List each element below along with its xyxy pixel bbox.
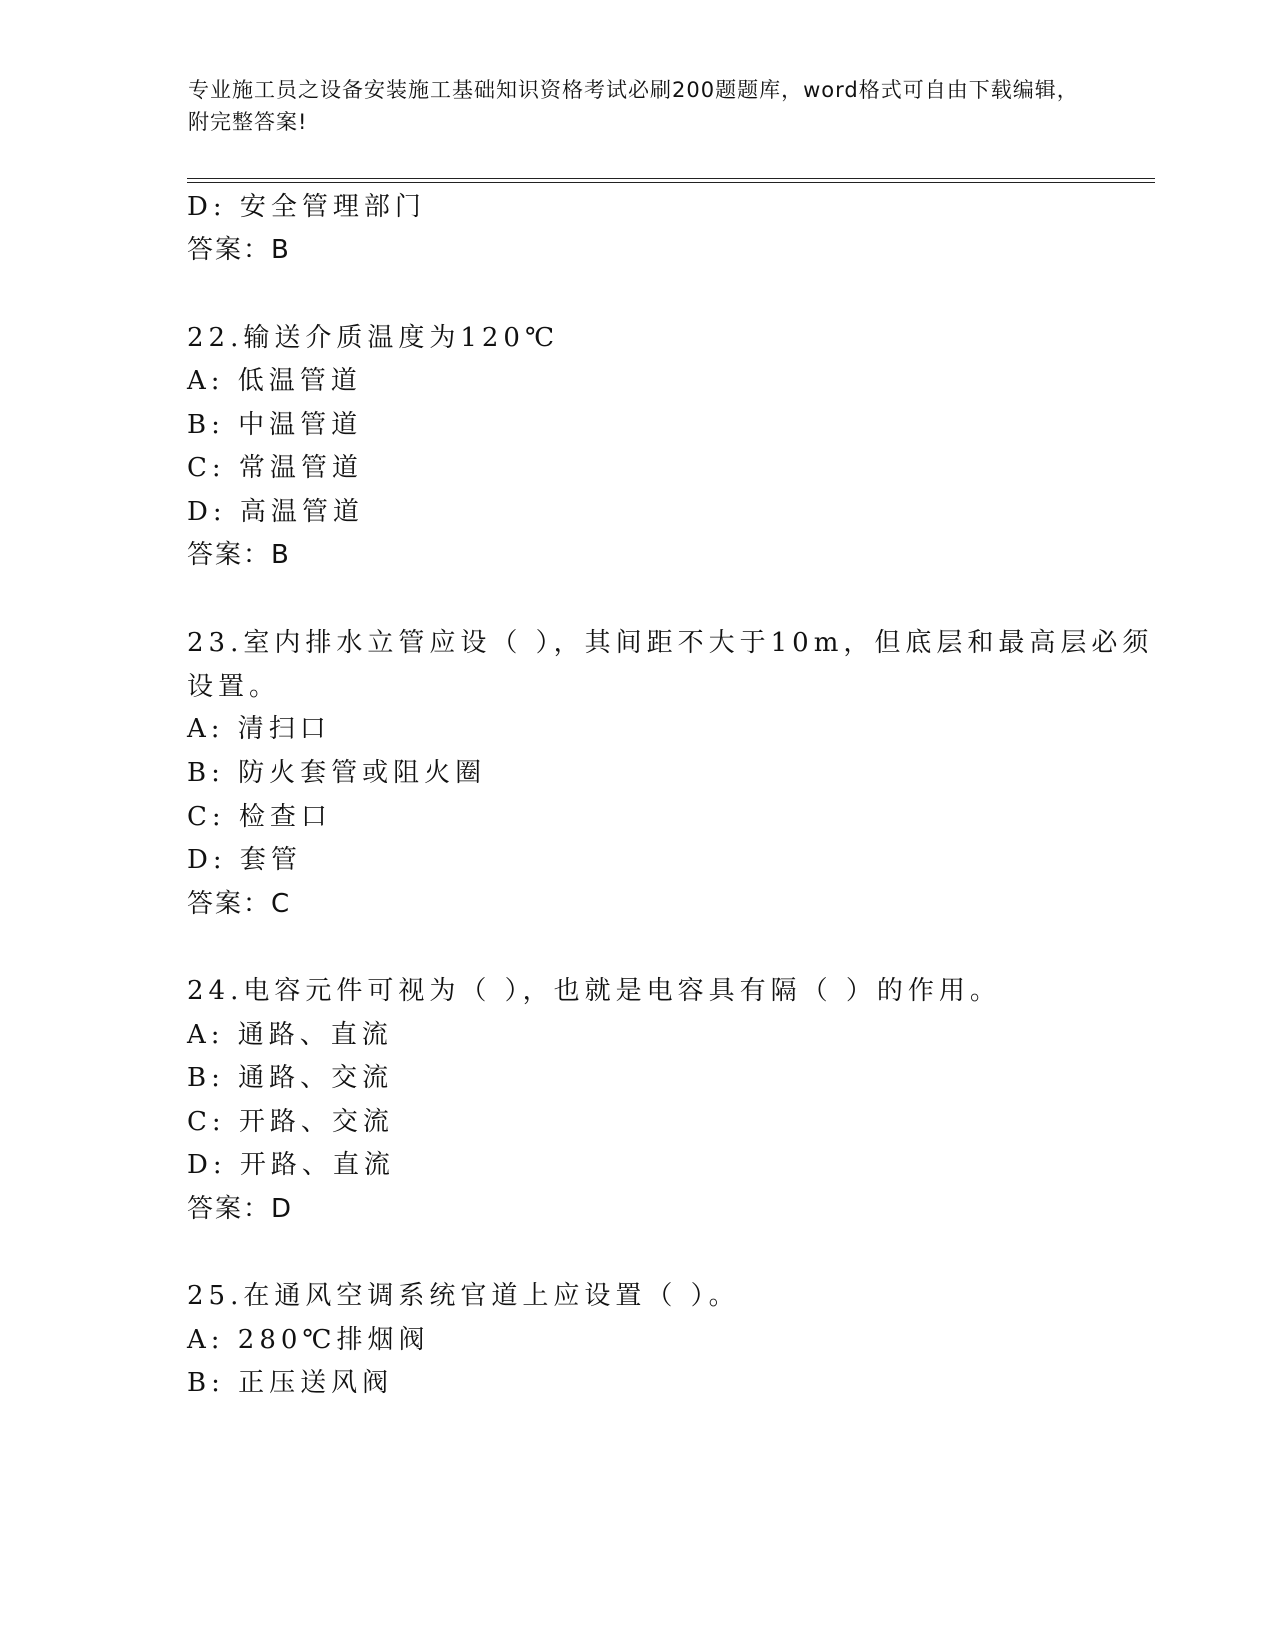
option-q23-c: C: 检查口 bbox=[187, 802, 332, 832]
option-q24-a: A: 通路、直流 bbox=[187, 1020, 393, 1050]
question-22-stem: 22.输送介质温度为120℃ bbox=[187, 323, 560, 353]
answer-q23: 答案：C bbox=[187, 889, 292, 919]
question-25-stem: 25.在通风空调系统官道上应设置（ ）。 bbox=[187, 1281, 740, 1311]
answer-q22: 答案：B bbox=[187, 540, 291, 570]
header-divider bbox=[187, 178, 1155, 183]
option-q25-b: B: 正压送风阀 bbox=[187, 1368, 394, 1398]
option-q24-d: D: 开路、直流 bbox=[187, 1150, 395, 1180]
option-q22-d: D: 高温管道 bbox=[187, 497, 364, 527]
option-q24-b: B: 通路、交流 bbox=[187, 1063, 394, 1093]
option-q22-c: C: 常温管道 bbox=[187, 453, 363, 483]
option-q22-a: A: 低温管道 bbox=[187, 366, 362, 396]
question-23-stem-continued: 设置。 bbox=[187, 672, 281, 702]
answer-q21: 答案：B bbox=[187, 235, 291, 265]
option-q22-b: B: 中温管道 bbox=[187, 410, 363, 440]
question-24-stem: 24.电容元件可视为（ ），也就是电容具有隔（ ）的作用。 bbox=[187, 976, 1001, 1006]
option-q23-b: B: 防火套管或阻火圈 bbox=[187, 758, 487, 788]
answer-q24: 答案：D bbox=[187, 1194, 294, 1224]
option-q23-d: D: 套管 bbox=[187, 845, 302, 875]
option-q24-c: C: 开路、交流 bbox=[187, 1107, 394, 1137]
option-q25-a: A: 280℃排烟阀 bbox=[187, 1325, 430, 1355]
question-23-stem: 23.室内排水立管应设（ ），其间距不大于10m，但底层和最高层必须 bbox=[187, 628, 1154, 658]
option-q23-a: A: 清扫口 bbox=[187, 714, 331, 744]
option-q21-d: D: 安全管理部门 bbox=[187, 192, 426, 222]
document-header: 专业施工员之设备安装施工基础知识资格考试必刷200题题库，word格式可自由下载编辑，附完整答案! bbox=[188, 78, 1079, 134]
